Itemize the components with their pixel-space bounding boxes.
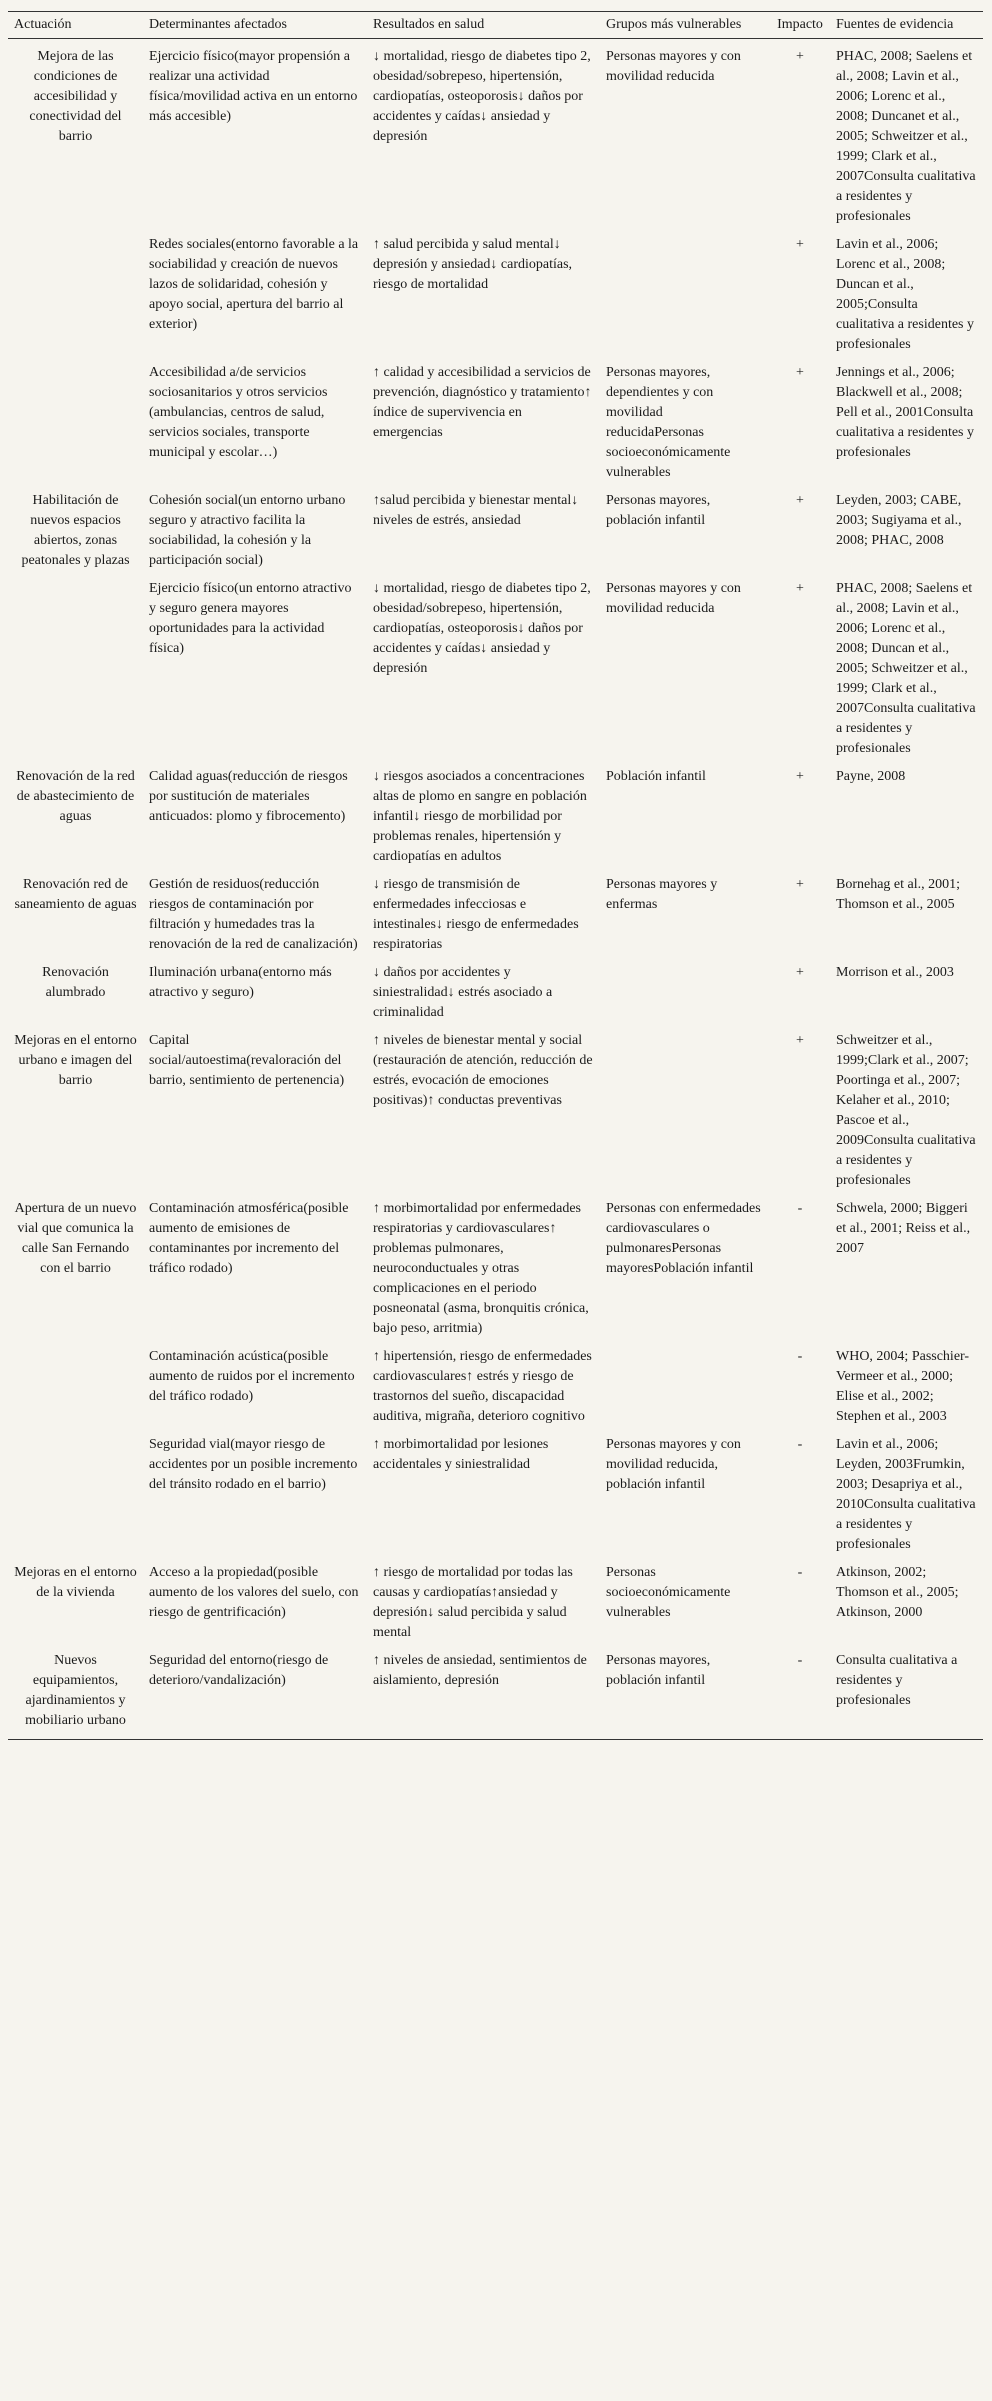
cell-resultados: ↑ niveles de ansiedad, sentimientos de aislamiento, depresión	[367, 1651, 600, 1740]
cell-determinantes: Ejercicio físico(un entorno atractivo y seguro genera mayores oportunidades para la actividad física)	[149, 581, 352, 656]
cell-grupos: Población infantil	[606, 769, 706, 784]
evidence-table	[8, 11, 983, 1740]
cell-fuentes: Leyden, 2003; CABE, 2003; Sugiyama et al., 2008; PHAC, 2008	[836, 493, 962, 548]
cell-grupos	[600, 235, 770, 363]
cell-determinantes: Cohesión social(un entorno urbano seguro y atractivo facilita la sociabilidad, la cohesión y la participación social)	[149, 493, 346, 568]
cell-impacto: +	[796, 49, 804, 64]
cell-resultados: ↑ salud percibida y salud mental↓ depresión y ansiedad↓ cardiopatías, riesgo de mortalidad	[373, 237, 573, 292]
cell-resultados: ↑ morbimortalidad por lesiones accidentales y siniestralidad	[373, 1437, 549, 1472]
cell-fuentes: Consulta cualitativa a residentes y profesionales	[830, 1651, 983, 1740]
cell-impacto: +	[796, 965, 804, 980]
cell-impacto: -	[770, 1651, 830, 1740]
cell-determinantes: Acceso a la propiedad(posible aumento de los valores del suelo, con riesgo de gentrificación)	[149, 1565, 359, 1620]
cell-fuentes: Schwela, 2000; Biggeri et al., 2001; Reiss et al., 2007	[836, 1201, 971, 1256]
cell-actuacion: Renovación de la red de abastecimiento de aguas	[16, 769, 135, 824]
table-row	[8, 579, 983, 767]
cell-grupos: Personas con enfermedades cardiovasculares o pulmonaresPersonas mayoresPoblación infantil	[606, 1201, 761, 1276]
cell-actuacion: Habilitación de nuevos espacios abiertos, zonas peatonales y plazas	[21, 493, 130, 568]
cell-actuacion: Mejoras en el entorno de la vivienda	[14, 1565, 137, 1600]
cell-grupos: Personas mayores, población infantil	[606, 493, 711, 528]
cell-impacto: -	[797, 1437, 803, 1452]
cell-grupos: Personas mayores y con movilidad reducida	[606, 581, 741, 616]
cell-impacto: +	[796, 1033, 804, 1048]
cell-impacto: -	[797, 1201, 803, 1216]
cell-actuacion: Apertura de un nuevo vial que comunica la calle San Fernando con el barrio	[14, 1201, 137, 1276]
cell-resultados: ↑ niveles de bienestar mental y social (restauración de atención, reducción de estrés, evocación de emociones positivas)↑ conductas preventivas	[373, 1033, 593, 1108]
table-row	[8, 1651, 983, 1740]
cell-grupos	[600, 1347, 770, 1435]
cell-fuentes: Atkinson, 2002; Thomson et al., 2005; Atkinson, 2000	[836, 1565, 959, 1620]
cell-resultados: ↓ riesgos asociados a concentraciones altas de plomo en sangre en población infantil↓ riesgo de morbilidad por problemas renales, hipertensión y cardiopatías en adultos	[373, 769, 587, 864]
cell-impacto: +	[796, 365, 804, 380]
cell-grupos: Personas socioeconómicamente vulnerables	[606, 1565, 731, 1620]
cell-fuentes: Lavin et al., 2006; Lorenc et al., 2008; Duncan et al., 2005;Consulta cualitativa a residentes y profesionales	[836, 237, 974, 352]
cell-impacto: -	[797, 1349, 803, 1364]
cell-grupos: Personas mayores, dependientes y con movilidad reducidaPersonas socioeconómicamente vulnerables	[606, 365, 731, 480]
cell-resultados: ↓ daños por accidentes y siniestralidad↓ estrés asociado a criminalidad	[373, 965, 553, 1020]
cell-grupos: Personas mayores y enfermas	[606, 877, 718, 912]
cell-resultados: ↓ riesgo de transmisión de enfermedades infecciosas e intestinales↓ riesgo de enfermedades respiratorias	[373, 877, 579, 952]
header-resultados: Resultados en salud	[367, 12, 600, 39]
table-header	[8, 12, 983, 39]
table-row	[8, 491, 983, 579]
cell-determinantes: Contaminación acústica(posible aumento de ruidos por el incremento del tráfico rodado)	[149, 1349, 355, 1404]
cell-impacto: +	[796, 237, 804, 252]
cell-resultados: ↑ hipertensión, riesgo de enfermedades cardiovasculares↑ estrés y riesgo de trastornos del sueño, discapacidad auditiva, migraña, deterioro cognitivo	[373, 1349, 592, 1424]
cell-resultados: ↓ mortalidad, riesgo de diabetes tipo 2, obesidad/sobrepeso, hipertensión, cardiopatías, osteoporosis↓ daños por accidentes y caídas↓ ansiedad y depresión	[373, 581, 591, 676]
cell-fuentes: Bornehag et al., 2001; Thomson et al., 2005	[836, 877, 961, 912]
header-actuacion: Actuación	[8, 12, 143, 39]
cell-determinantes: Calidad aguas(reducción de riesgos por sustitución de materiales anticuados: plomo y fibrocemento)	[149, 769, 348, 824]
table-row	[8, 1199, 983, 1347]
cell-actuacion: Mejora de las condiciones de accesibilidad y conectividad del barrio	[29, 49, 122, 144]
cell-determinantes: Iluminación urbana(entorno más atractivo y seguro)	[149, 965, 332, 1000]
cell-fuentes: PHAC, 2008; Saelens et al., 2008; Lavin et al., 2006; Lorenc et al., 2008; Duncan et al., 2005; Schweitzer et al., 1999; Clark et al., 2007Consulta cualitativa a residentes y profesionales	[836, 581, 976, 756]
cell-actuacion: Mejoras en el entorno urbano e imagen del barrio	[14, 1033, 137, 1088]
cell-determinantes: Capital social/autoestima(revaloración del barrio, sentimiento de pertenencia)	[149, 1033, 345, 1088]
cell-fuentes: WHO, 2004; Passchier-Vermeer et al., 2000; Elise et al., 2002; Stephen et al., 2003	[836, 1349, 970, 1424]
table-row	[8, 875, 983, 963]
cell-resultados: ↑salud percibida y bienestar mental↓ niveles de estrés, ansiedad	[373, 493, 579, 528]
table-row	[8, 1563, 983, 1651]
table-row	[8, 235, 983, 363]
cell-impacto: +	[796, 769, 804, 784]
table-row	[8, 1031, 983, 1199]
cell-determinantes: Redes sociales(entorno favorable a la sociabilidad y creación de nuevos lazos de solidaridad, cohesión y apoyo social, apertura del barrio al exterior)	[149, 237, 359, 332]
cell-determinantes: Seguridad del entorno(riesgo de deterioro/vandalización)	[143, 1651, 367, 1740]
cell-grupos: Personas mayores, población infantil	[600, 1651, 770, 1740]
cell-fuentes: Jennings et al., 2006; Blackwell et al., 2008; Pell et al., 2001Consulta cualitativa a residentes y profesionales	[836, 365, 974, 460]
cell-actuacion: Nuevos equipamientos, ajardinamientos y mobiliario urbano	[8, 1651, 143, 1740]
cell-grupos: Personas mayores y con movilidad reducida, población infantil	[606, 1437, 741, 1492]
table-row	[8, 363, 983, 491]
cell-resultados: ↓ mortalidad, riesgo de diabetes tipo 2, obesidad/sobrepeso, hipertensión, cardiopatías, osteoporosis↓ daños por accidentes y caídas↓ ansiedad y depresión	[373, 49, 591, 144]
cell-resultados: ↑ morbimortalidad por enfermedades respiratorias y cardiovasculares↑ problemas pulmonares, neuroconductuales y otras complicaciones en el periodo posneonatal (asma, bronquitis crónica, bajo peso, arritmia)	[373, 1201, 589, 1336]
cell-fuentes: Lavin et al., 2006; Leyden, 2003Frumkin, 2003; Desapriya et al., 2010Consulta cualitativa a residentes y profesionales	[836, 1437, 976, 1552]
cell-actuacion: Renovación alumbrado	[42, 965, 109, 1000]
cell-impacto: +	[796, 493, 804, 508]
cell-determinantes: Contaminación atmosférica(posible aumento de emisiones de contaminantes por incremento del tráfico rodado)	[149, 1201, 349, 1276]
cell-actuacion: Renovación red de saneamiento de aguas	[14, 877, 137, 912]
table-row	[8, 767, 983, 875]
cell-resultados: ↑ calidad y accesibilidad a servicios de prevención, diagnóstico y tratamiento↑ índice de supervivencia en emergencias	[373, 365, 592, 440]
cell-fuentes: Payne, 2008	[836, 769, 906, 784]
header-impacto: Impacto	[770, 12, 830, 39]
cell-impacto: -	[797, 1565, 803, 1580]
table-row	[8, 1435, 983, 1563]
cell-impacto: +	[796, 877, 804, 892]
cell-grupos: Personas mayores y con movilidad reducida	[606, 49, 741, 84]
cell-fuentes: Morrison et al., 2003	[836, 965, 954, 980]
cell-determinantes: Ejercicio físico(mayor propensión a realizar una actividad física/movilidad activa en un entorno más accesible)	[149, 49, 358, 124]
cell-determinantes: Seguridad vial(mayor riesgo de accidentes por un posible incremento del tránsito rodado en el barrio)	[149, 1437, 358, 1492]
header-determinantes: Determinantes afectados	[143, 12, 367, 39]
header-fuentes: Fuentes de evidencia	[830, 12, 983, 39]
table-body	[8, 39, 983, 1740]
cell-determinantes: Gestión de residuos(reducción riesgos de contaminación por filtración y humedades tras la renovación de la red de canalización)	[149, 877, 358, 952]
cell-resultados: ↑ riesgo de mortalidad por todas las causas y cardiopatías↑ansiedad y depresión↓ salud percibida y salud mental	[373, 1565, 573, 1640]
table-row	[8, 39, 983, 236]
table-row	[8, 1347, 983, 1435]
table-row	[8, 963, 983, 1031]
cell-fuentes: PHAC, 2008; Saelens et al., 2008; Lavin et al., 2006; Lorenc et al., 2008; Duncanet et al., 2005; Schweitzer et al., 1999; Clark et al., 2007Consulta cualitativa a residentes y profesionales	[836, 49, 976, 224]
cell-grupos	[600, 1031, 770, 1199]
cell-fuentes: Schweitzer et al., 1999;Clark et al., 2007; Poortinga et al., 2007; Kelaher et al., 2010; Pascoe et al., 2009Consulta cualitativa a residentes y profesionales	[836, 1033, 976, 1188]
cell-impacto: +	[796, 581, 804, 596]
cell-determinantes: Accesibilidad a/de servicios sociosanitarios y otros servicios (ambulancias, centros de salud, servicios sociales, transporte municipal y escolar…)	[149, 365, 328, 460]
cell-grupos	[600, 963, 770, 1031]
header-grupos: Grupos más vulnerables	[600, 12, 770, 39]
